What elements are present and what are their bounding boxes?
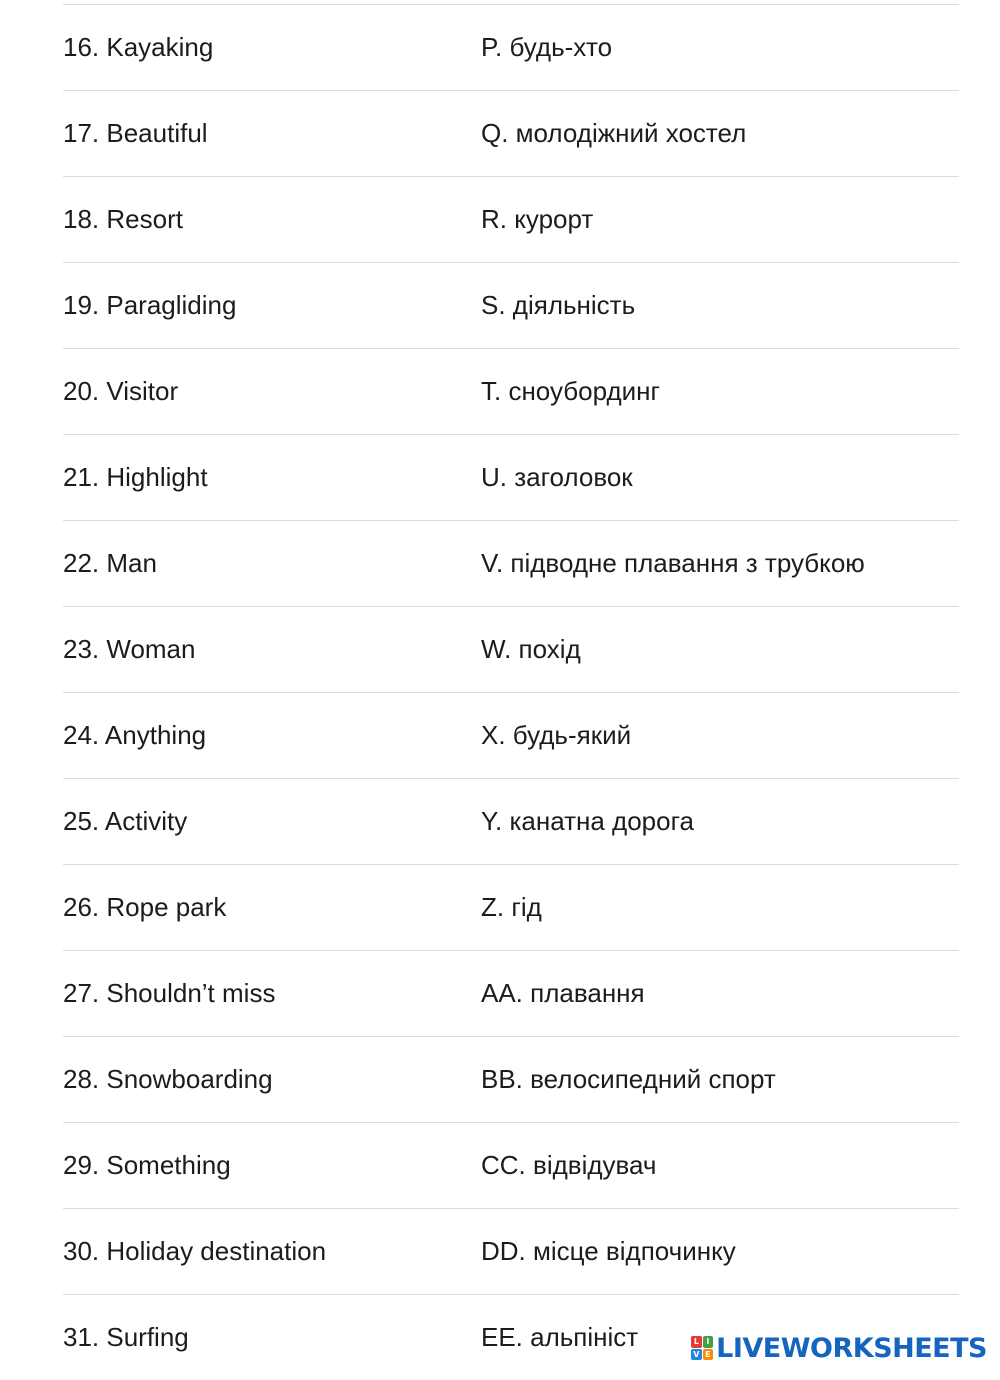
table-row [63, 1209, 959, 1295]
logo-mark-cell: L [691, 1336, 702, 1348]
english-term: 23. Woman [63, 634, 196, 664]
english-term: 29. Something [63, 1150, 231, 1180]
table-row [63, 5, 959, 91]
logo-mark-cell: V [691, 1349, 702, 1361]
english-term: 17. Beautiful [63, 118, 208, 148]
ukrainian-translation: Z. гід [481, 892, 542, 922]
ukrainian-translation: Y. канатна дорога [481, 806, 694, 836]
logo-mark-cell: I [703, 1336, 714, 1348]
english-term: 26. Rope park [63, 892, 227, 922]
table-row [63, 865, 959, 951]
english-term: 28. Snowboarding [63, 1064, 273, 1094]
ukrainian-translation: R. курорт [481, 204, 594, 234]
ukrainian-translation: X. будь-який [481, 720, 632, 750]
english-term: 21. Highlight [63, 462, 208, 492]
matching-table [63, 4, 959, 1380]
ukrainian-translation: V. підводне плавання з трубкою [481, 548, 865, 578]
english-term: 25. Activity [63, 806, 188, 836]
ukrainian-translation: BB. велосипедний спорт [481, 1064, 776, 1094]
ukrainian-translation: EE. альпініст [481, 1322, 639, 1352]
liveworksheets-logo [691, 1333, 987, 1363]
table-row [63, 435, 959, 521]
table-row [63, 607, 959, 693]
english-term: 20. Visitor [63, 376, 179, 406]
english-term: 22. Man [63, 548, 157, 578]
table-row [63, 263, 959, 349]
ukrainian-translation: U. заголовок [481, 462, 633, 492]
ukrainian-translation: DD. місце відпочинку [481, 1236, 736, 1266]
table-row [63, 1037, 959, 1123]
table-row [63, 521, 959, 607]
ukrainian-translation: Q. молодіжний хостел [481, 118, 747, 148]
table-row [63, 349, 959, 435]
english-term: 18. Resort [63, 204, 183, 234]
logo-mark-cell: E [703, 1349, 714, 1361]
english-term: 24. Anything [63, 720, 207, 750]
table-row [63, 1123, 959, 1209]
liveworksheets-logo-icon [691, 1336, 713, 1360]
english-term: 16. Kayaking [63, 32, 214, 62]
ukrainian-translation: P. будь-хто [481, 32, 613, 62]
ukrainian-translation: T. сноубординг [481, 376, 661, 406]
table-row [63, 693, 959, 779]
table-row [63, 91, 959, 177]
english-term: 30. Holiday destination [63, 1236, 327, 1266]
ukrainian-translation: S. діяльність [481, 290, 636, 320]
table-row [63, 779, 959, 865]
ukrainian-translation: AA. плавання [481, 978, 645, 1008]
table-row [63, 951, 959, 1037]
english-term: 27. Shouldn’t miss [63, 978, 276, 1008]
ukrainian-translation: W. похід [481, 634, 581, 664]
english-term: 31. Surfing [63, 1322, 189, 1352]
ukrainian-translation: CC. відвідувач [481, 1150, 657, 1180]
english-term: 19. Paragliding [63, 290, 237, 320]
table-row [63, 177, 959, 263]
liveworksheets-logo-text: LIVEWORKSHEETS [716, 1332, 987, 1364]
